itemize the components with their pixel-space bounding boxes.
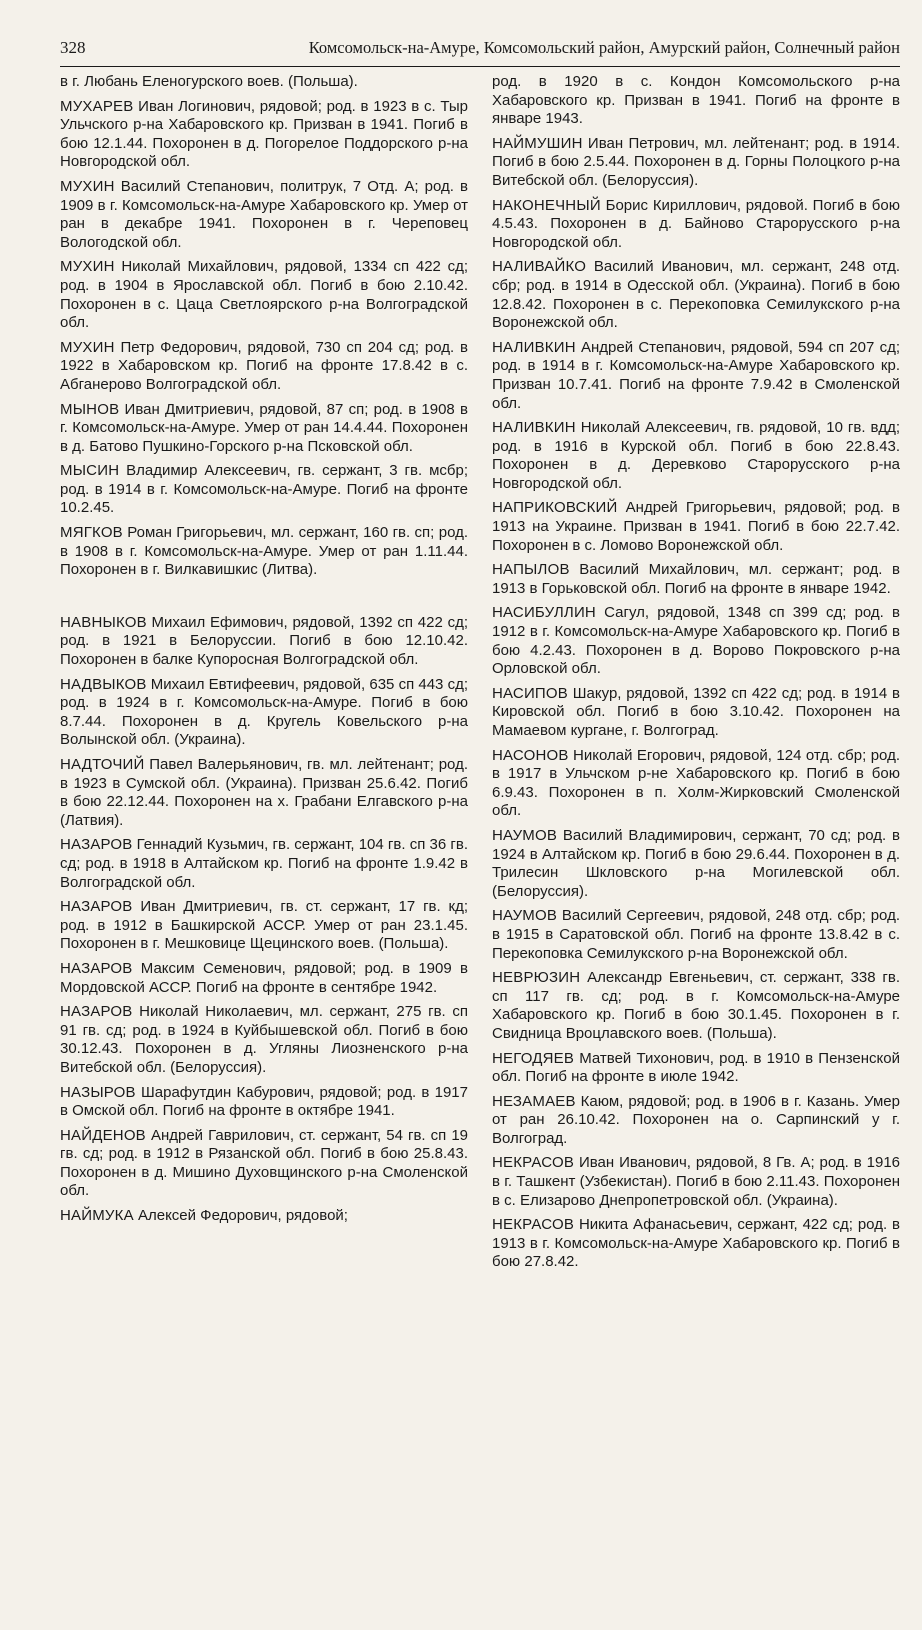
entry-surname: НАЛИВКИН: [492, 338, 576, 356]
left-column: [60, 73, 468, 1278]
entry-surname: НАДВЫКОВ: [60, 675, 147, 693]
entry-details: Андрей Гаврилович, ст. сержант, 54 гв. сп 19 гв. сд; род. в 1912 в Рязанской обл. Погиб в бою 25.8.43. Похоронен в д. Мишино Духовщинского р-на Смоленской обл.: [60, 1126, 468, 1200]
entry-surname: НЕКРАСОВ: [492, 1216, 575, 1234]
entry-details: Михаил Ефимович, рядовой, 1392 сп 422 сд; род. в 1921 в Белоруссии. Погиб в бою 12.10.42. Похоронен в балке Купоросная Волгоградской обл.: [60, 613, 468, 669]
entry-surname: НАВНЫКОВ: [60, 613, 147, 631]
entry-details: род. в 1920 в с. Кондон Комсомольского р-на Хабаровского кр. Призван в 1941. Погиб на фронте в январе 1943.: [492, 73, 900, 128]
running-header: [60, 36, 900, 67]
entry-surname: НАСИБУЛЛИН: [492, 604, 596, 622]
entry-details: Василий Иванович, мл. сержант, 248 отд. сбр; род. в 1914 в Одесской обл. (Украина). Погиб в бою 12.8.42. Похоронен в с. Перекоповка Семилукского р-на Воронежской обл.: [492, 258, 900, 332]
memorial-entry: [60, 1084, 468, 1121]
entry-details: Каюм, рядовой; род. в 1906 в г. Казань. Умер от ран 26.10.42. Похоронен на о. Сарпинский у г. Волгоград.: [492, 1092, 900, 1147]
memorial-entry: [492, 499, 900, 555]
memorial-entry: [60, 1207, 468, 1226]
entry-surname: НАЗАРОВ: [60, 836, 133, 854]
entry-details: Иван Дмитриевич, гв. ст. сержант, 17 гв. кд; род. в 1912 в Башкирской АССР. Умер от ран 23.1.45. Похоронен в г. Мешковице Щецинского воев. (Польша).: [60, 898, 468, 953]
entry-details: Василий Михайлович, мл. сержант; род. в 1913 в Горьковской обл. Погиб на фронте в январе 1942.: [492, 561, 900, 597]
memorial-entry: [492, 135, 900, 191]
entry-surname: НАСИПОВ: [492, 684, 568, 702]
entry-details: Василий Степанович, политрук, 7 Отд. А; род. в 1909 в г. Комсомольск-на-Амуре Хабаровского кр. Умер от ран в декабре 1941. Похоронен в г. Череповец Вологодской обл.: [60, 177, 468, 251]
memorial-entry: [492, 604, 900, 678]
memorial-entry: [492, 907, 900, 963]
entry-surname: НЕГОДЯЕВ: [492, 1049, 575, 1067]
memorial-entry: [492, 561, 900, 598]
entry-details: Василий Владимирович, сержант, 70 сд; род. в 1924 в Алтайском кр. Погиб в бою 29.6.44. Похоронен в д. Трилесин Шкловского р-на Могилевской обл. (Белоруссия).: [492, 826, 900, 900]
entry-surname: НЕВРЮЗИН: [492, 969, 581, 987]
memorial-entry: [492, 73, 900, 129]
memorial-entry: [60, 960, 468, 997]
memorial-entry: [492, 969, 900, 1043]
entry-details: Иван Иванович, рядовой, 8 Гв. А; род. в 1916 в г. Ташкент (Узбекистан). Погиб в бою 2.11.43. Похоронен в с. Елизарово Днепропетровской обл. (Украина).: [492, 1154, 900, 1209]
entry-details: Василий Сергеевич, рядовой, 248 отд. сбр; род. в 1915 в Саратовской обл. Погиб на фронте 13.8.42 в с. Перекоповка Семилукского р-на Воронежской обл.: [492, 907, 900, 962]
running-title: Комсомольск-на-Амуре, Комсомольский район, Амурский район, Солнечный район: [308, 38, 900, 57]
memorial-entry: [60, 401, 468, 457]
memorial-entry: [60, 258, 468, 332]
entry-details: Павел Валерьянович, гв. мл. лейтенант; род. в 1923 в Сумской обл. (Украина). Призван 25.6.42. Погиб в бою 22.12.44. Похоронен на х. Грабани Елгавского р-на (Латвия).: [60, 756, 468, 829]
entry-details: Андрей Григорьевич, рядовой; род. в 1913 на Украине. Призван в 1941. Погиб в бою 22.7.42. Похоронен в с. Ломово Воронежской обл.: [492, 499, 900, 554]
entry-details: Иван Дмитриевич, рядовой, 87 сп; род. в 1908 в г. Комсомольск-на-Амуре. Умер от ран 14.4.44. Похоронен в д. Батово Пушкино-Горского р-на Псковской обл.: [60, 400, 468, 455]
entry-surname: НАЙДЕНОВ: [60, 1126, 146, 1144]
entry-surname: НАЛИВКИН: [492, 419, 576, 437]
entry-details: Александр Евгеньевич, ст. сержант, 338 гв. сп 117 гв. сд; род. в г. Комсомольск-на-Амуре Хабаровского кр. Погиб в бою 30.1.45. Похоронен в г. Свидница Вроцлавского воев. (Польша).: [492, 969, 900, 1042]
memorial-entry: [60, 98, 468, 172]
memorial-entry: [60, 524, 468, 580]
entry-surname: НАЛИВАЙКО: [492, 258, 587, 276]
entry-surname: МУХАРЕВ: [60, 97, 134, 115]
entry-details: Геннадий Кузьмич, гв. сержант, 104 гв. сп 36 гв. сд; род. в 1918 в Алтайском кр. Погиб на фронте 1.9.42 в Волгоградской обл.: [60, 836, 468, 891]
memorial-entry: [492, 1093, 900, 1149]
memorial-entry: [492, 419, 900, 493]
entry-details: Борис Кириллович, рядовой. Погиб в бою 4.5.43. Похоронен в д. Байново Старорусского р-на Новгородской обл.: [492, 196, 900, 251]
entry-details: Шакур, рядовой, 1392 сп 422 сд; род. в 1914 в Кировской обл. Погиб в бою 3.10.42. Похоронен на Мамаевом кургане, г. Волгоград.: [492, 684, 900, 739]
memorial-entry: [492, 258, 900, 332]
entry-surname: НАУМОВ: [492, 826, 558, 844]
entry-details: Николай Алексеевич, гв. рядовой, 10 гв. вдд; род. в 1916 в Курской обл. Погиб в бою 22.8.43. Похоронен в д. Деревково Старорусского р-на Новгородской обл.: [492, 419, 900, 492]
memorial-entry: [492, 827, 900, 901]
entry-surname: МУХИН: [60, 258, 115, 276]
entry-details: Максим Семенович, рядовой; род. в 1909 в Мордовской АССР. Погиб на фронте в сентябре 1942.: [60, 959, 468, 996]
memorial-entry: [60, 1127, 468, 1201]
entry-details: Шарафутдин Кабурович, рядовой; род. в 1917 в Омской обл. Погиб на фронте в октябре 1941.: [60, 1083, 468, 1120]
entry-details: в г. Любань Еленогурского воев. (Польша).: [60, 73, 358, 90]
memorial-entry: [60, 462, 468, 518]
entry-details: Петр Федорович, рядовой, 730 сп 204 сд; род. в 1922 в Хабаровском кр. Погиб на фронте 17.8.42 в с. Абганерово Волгоградской обл.: [60, 338, 468, 393]
memorial-entry: [492, 685, 900, 741]
entry-details: Матвей Тихонович, род. в 1910 в Пензенской обл. Погиб на фронте в июле 1942.: [492, 1049, 900, 1086]
entry-details: Алексей Федорович, рядовой;: [133, 1207, 348, 1225]
memorial-entry: [492, 197, 900, 253]
entry-surname: НАЗАРОВ: [60, 959, 133, 977]
entry-details: Никита Афанасьевич, сержант, 422 сд; род. в 1913 в г. Комсомольск-на-Амуре Хабаровского кр. Погиб в бою 27.8.42.: [492, 1216, 900, 1271]
memorial-entry: [60, 178, 468, 252]
entry-details: Николай Николаевич, мл. сержант, 275 гв. сп 91 гв. сд; род. в 1924 в Куйбышевской обл. Погиб в бою 30.12.43. Похоронен в д. Угляны Лиозненского р-на Витебской обл. (Белоруссия).: [60, 1003, 468, 1076]
entry-surname: НАКОНЕЧНЫЙ: [492, 196, 601, 214]
entry-surname: МУХИН: [60, 177, 115, 195]
entry-surname: НАУМОВ: [492, 907, 558, 925]
memorial-entry: [492, 747, 900, 821]
entry-details: Иван Петрович, мл. лейтенант; род. в 1914. Погиб в бою 2.5.44. Похоронен в д. Горны Полоцкого р-на Витебской обл. (Белоруссия).: [492, 134, 900, 189]
memorial-entry: [492, 1050, 900, 1087]
entry-details: Андрей Степанович, рядовой, 594 сп 207 сд; род. в 1914 в г. Комсомольск-на-Амуре Хабаровского кр. Призван 10.7.41. Погиб на фронте 7.9.42 в Смоленской обл.: [492, 338, 900, 412]
entry-surname: НЕЗАМАЕВ: [492, 1092, 576, 1110]
memorial-entry: [60, 898, 468, 954]
entry-details: Николай Егорович, рядовой, 124 отд. сбр; род. в 1917 в Ульчском р-не Хабаровского кр. Погиб в бою 6.9.43. Похоронен в п. Холм-Жирковский Смоленской обл.: [492, 746, 900, 820]
section-gap: [60, 586, 468, 614]
entry-surname: МУХИН: [60, 338, 115, 356]
memorial-entry: [60, 73, 468, 92]
entry-details: Иван Логинович, рядовой; род. в 1923 в с. Тыр Ульчского р-на Хабаровского кр. Призван в 1941. Погиб в бою 12.1.44. Похоронен в д. Погорелое Поддорского р-на Новгородской обл.: [60, 97, 468, 171]
memorial-entry: [492, 1154, 900, 1210]
entry-details: Николай Михайлович, рядовой, 1334 сп 422 сд; род. в 1904 в Ярославской обл. Погиб в бою 2.10.42. Похоронен в с. Цаца Светлоярского р-на Волгоградской обл.: [60, 258, 468, 332]
right-column: [492, 73, 900, 1278]
memorial-entry: [492, 339, 900, 413]
entry-surname: НЕКРАСОВ: [492, 1154, 575, 1172]
memorial-entry: [60, 339, 468, 395]
entry-surname: МЯГКОВ: [60, 524, 123, 542]
memorial-entry: [60, 614, 468, 670]
entry-details: Михаил Евтифеевич, рядовой, 635 сп 443 сд; род. в 1924 в г. Комсомольск-на-Амуре. Погиб в бою 8.7.44. Похоронен в д. Кругель Ковельского р-на Волынской обл. (Украина).: [60, 675, 468, 749]
entry-details: Владимир Алексеевич, гв. сержант, 3 гв. мсбр; род. в 1914 в г. Комсомольск-на-Амуре. Погиб на фронте 10.2.45.: [60, 462, 468, 517]
page-number: 328: [60, 38, 86, 57]
entry-surname: НАЙМУКА: [60, 1207, 134, 1225]
entry-details: Роман Григорьевич, мл. сержант, 160 гв. сп; род. в 1908 в г. Комсомольск-на-Амуре. Умер от ран 1.11.44. Похоронен в г. Вилкавишкис (Литва).: [60, 524, 468, 579]
memorial-entry: [60, 756, 468, 830]
entry-surname: НАЗЫРОВ: [60, 1083, 136, 1101]
memorial-entry: [60, 1003, 468, 1077]
memorial-entry: [492, 1216, 900, 1272]
entry-details: Сагул, рядовой, 1348 сп 399 сд; род. в 1912 в г. Комсомольск-на-Амуре Хабаровского кр. Погиб в бою 4.2.43. Похоронен в д. Ворово Покровского р-на Орловской обл.: [492, 604, 900, 678]
entry-surname: НАПЫЛОВ: [492, 561, 570, 579]
entry-surname: МЫСИН: [60, 462, 120, 480]
entry-surname: НАПРИКОВСКИЙ: [492, 499, 618, 517]
entry-surname: НАДТОЧИЙ: [60, 756, 145, 773]
memorial-entry: [60, 676, 468, 750]
entry-surname: НАЙМУШИН: [492, 134, 583, 152]
entry-surname: МЫНОВ: [60, 400, 120, 418]
entry-surname: НАСОНОВ: [492, 746, 569, 764]
text-columns: [60, 73, 900, 1278]
memorial-entry: [60, 836, 468, 892]
entry-surname: НАЗАРОВ: [60, 898, 133, 916]
entry-surname: НАЗАРОВ: [60, 1003, 133, 1021]
